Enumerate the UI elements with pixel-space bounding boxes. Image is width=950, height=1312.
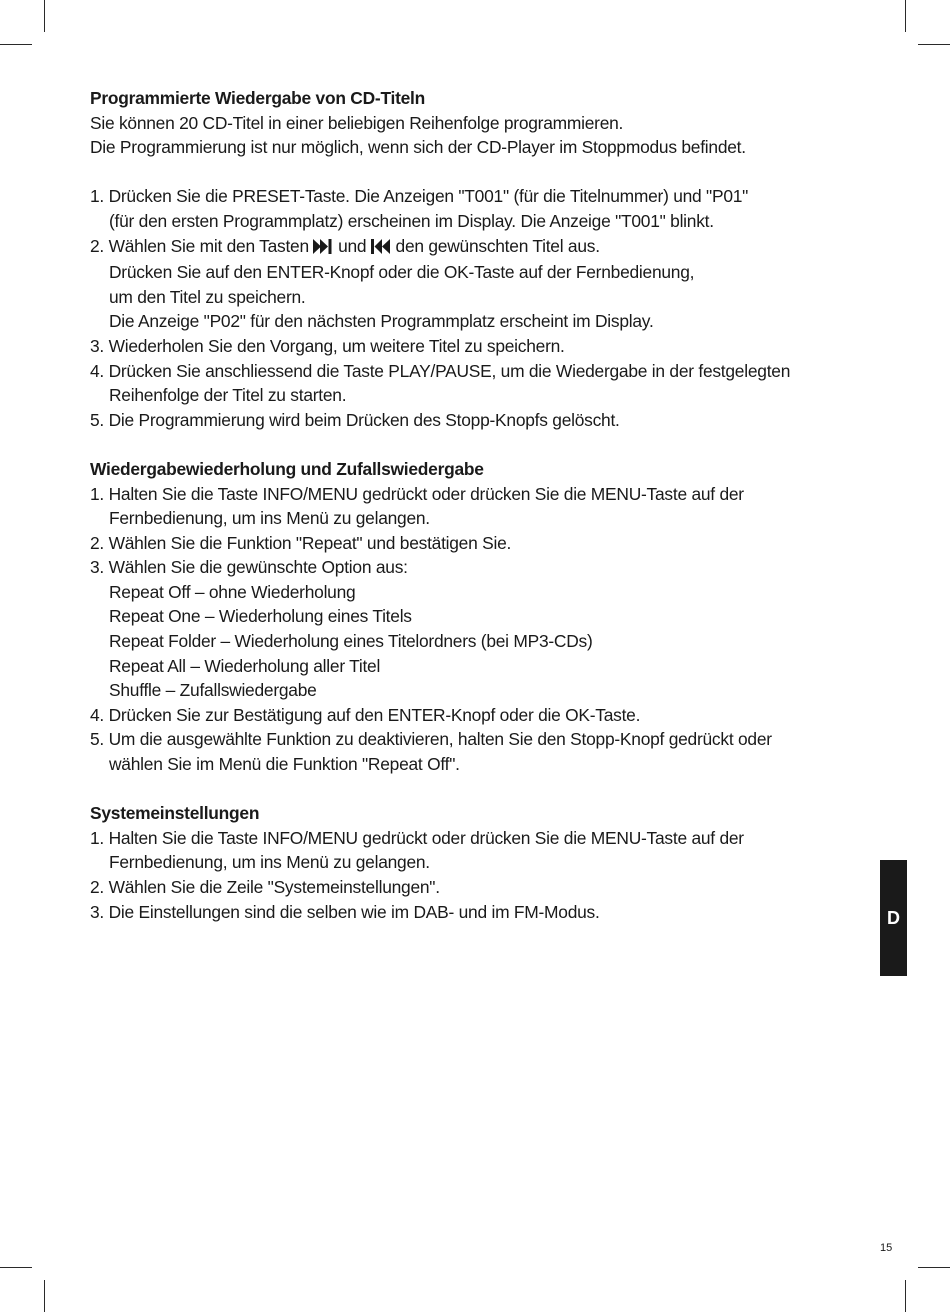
cd-program-step-2-mid: und [338,235,367,256]
cd-program-step-2-post: den gewünschten Titel aus. [395,235,600,256]
repeat-option: Repeat All – Wiederholung aller Titel [109,655,381,676]
spacer [90,432,870,457]
cd-program-step-2 [90,234,870,261]
crop-mark-bottom-left-v [44,1280,45,1312]
repeat-option: Repeat One – Wiederholung eines Titels [109,606,412,627]
repeat-step-5-cont: wählen Sie im Menü die Funktion "Repeat Off". [109,754,460,775]
system-step-2: 2. Wählen Sie die Zeile "Systemeinstellungen". [90,877,440,897]
repeat-step-5: 5. Um die ausgewählte Funktion zu deaktivieren, halten Sie den Stopp-Knopf gedrückt oder [90,729,772,750]
cd-program-step-2-cont-2: um den Titel zu speichern. [109,286,306,307]
spacer [90,160,870,185]
repeat-step-1: 1. Halten Sie die Taste INFO/MENU gedrückt oder drücken Sie die MENU-Taste auf der [90,483,744,504]
crop-mark-top-left-h [0,44,32,45]
cd-program-step-2-cont-3: Die Anzeige "P02" für den nächsten Programmplatz erscheint im Display. [109,311,654,332]
repeat-step-4: 4. Drücken Sie zur Bestätigung auf den ENTER-Knopf oder die OK-Taste. [90,704,641,725]
crop-mark-top-right-v [905,0,906,32]
repeat-option: Shuffle – Zufallswiedergabe [109,680,317,701]
crop-mark-top-left-v [44,0,45,32]
repeat-option: Repeat Folder – Wiederholung eines Titelordners (bei MP3-CDs) [109,631,593,652]
repeat-step-1-cont: Fernbedienung, um ins Menü zu gelangen. [109,508,430,529]
spacer [90,777,870,802]
cd-program-step-1-cont: (für den ersten Programmplatz) erscheinen im Display. Die Anzeige "T001" blinkt. [109,210,714,231]
cd-program-step-2-pre: 2. Wählen Sie mit den Tasten [90,235,309,256]
language-tab: D [880,860,907,976]
skip-next-icon [313,236,333,261]
cd-program-intro-1: Sie können 20 CD-Titel in einer beliebigen Reihenfolge programmieren. [90,112,624,133]
cd-program-step-3: 3. Wiederholen Sie den Vorgang, um weitere Titel zu speichern. [90,335,565,356]
system-step-1: 1. Halten Sie die Taste INFO/MENU gedrückt oder drücken Sie die MENU-Taste auf der [90,827,744,848]
system-step-3: 3. Die Einstellungen sind die selben wie im DAB- und im FM-Modus. [90,901,600,922]
crop-mark-bottom-right-v [905,1280,906,1312]
section-heading-system: Systemeinstellungen [90,803,260,824]
page-number: 15 [880,1242,893,1254]
cd-program-intro-2: Die Programmierung ist nur möglich, wenn sich der CD-Player im Stoppmodus befindet. [90,137,746,158]
cd-program-step-1: 1. Drücken Sie die PRESET-Taste. Die Anzeigen "T001" (für die Titelnummer) und "P01" [90,186,749,207]
repeat-step-3: 3. Wählen Sie die gewünschte Option aus: [90,557,408,578]
system-step-1-cont: Fernbedienung, um ins Menü zu gelangen. [109,852,430,873]
section-heading-cd-program: Programmierte Wiedergabe von CD-Titeln [90,88,426,108]
crop-mark-bottom-left-h [0,1267,32,1268]
cd-program-step-5: 5. Die Programmierung wird beim Drücken des Stopp-Knopfs gelöscht. [90,409,620,430]
repeat-step-2: 2. Wählen Sie die Funktion "Repeat" und bestätigen Sie. [90,532,512,553]
cd-program-step-4: 4. Drücken Sie anschliessend die Taste PLAY/PAUSE, um die Wiedergabe in der festgelegten [90,360,791,381]
repeat-option: Repeat Off – ohne Wiederholung [109,581,356,602]
skip-previous-icon [371,236,391,261]
section-heading-repeat: Wiedergabewiederholung und Zufallswiedergabe [90,458,484,479]
cd-program-step-2-cont-1: Drücken Sie auf den ENTER-Knopf oder die OK-Taste auf der Fernbedienung, [109,262,695,283]
crop-mark-bottom-right-h [918,1267,950,1268]
cd-program-step-4-cont: Reihenfolge der Titel zu starten. [109,385,347,406]
crop-mark-top-right-h [918,44,950,45]
page-content [90,86,870,924]
